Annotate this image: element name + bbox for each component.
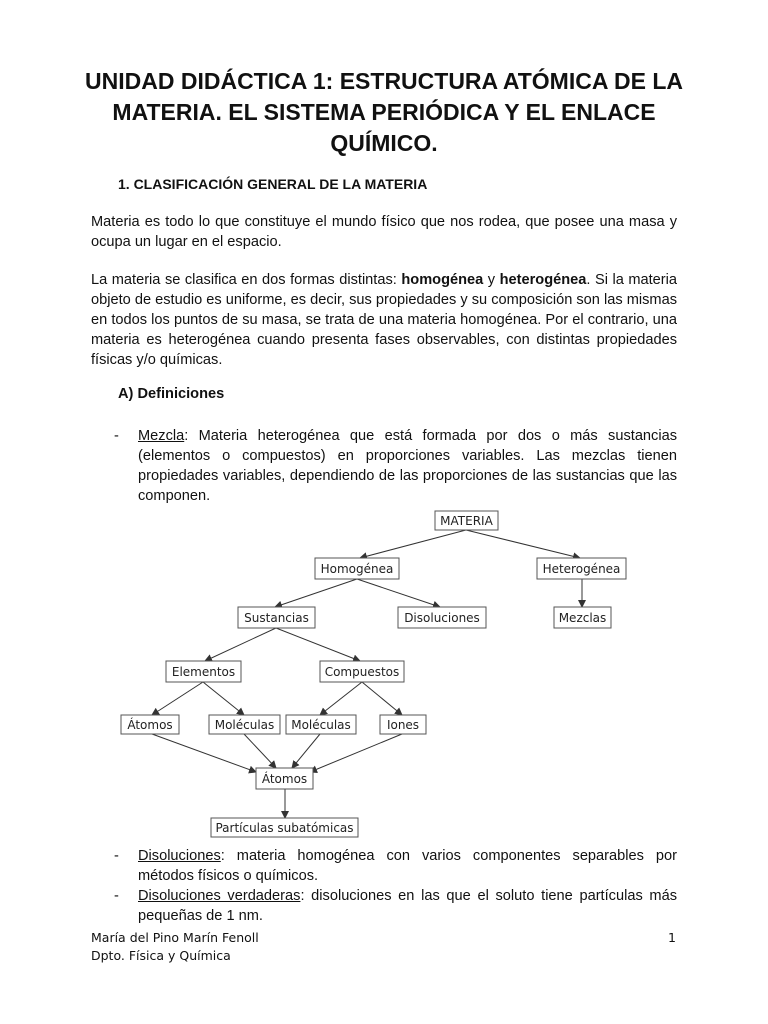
bullet-desc: : disoluciones en las que el soluto tiene partículas más pequeñas de 1 nm. xyxy=(138,888,677,924)
node-moleculas-2 xyxy=(286,715,356,734)
bullet-desc: : materia homogénea con varios componentes separables por métodos físicos o químicos. xyxy=(138,848,677,884)
bullet-dash: - xyxy=(114,848,119,864)
bullet-dash: - xyxy=(114,428,119,444)
classification-diagram xyxy=(0,500,768,840)
footer-department: Dpto. Física y Química xyxy=(91,948,231,963)
bullet-term: Disoluciones verdaderas xyxy=(138,888,301,904)
bullet-disoluciones xyxy=(114,846,677,886)
node-moleculas-1 xyxy=(209,715,280,734)
subsection-heading: A) Definiciones xyxy=(118,386,225,402)
node-elementos xyxy=(166,661,241,682)
node-atomos-2 xyxy=(256,768,313,789)
bullet-disoluciones-verdaderas xyxy=(114,886,677,926)
node-label: MATERIA xyxy=(440,514,493,528)
node-label: Homogénea xyxy=(320,562,394,576)
bullet-mezcla xyxy=(114,426,677,506)
bullet-desc: : Materia heterogénea que está formada por dos o más sustancias (elementos o compuestos) en proporciones variables. Las mezclas tienen propiedades variables, dependiendo de las proporciones de las sustancias que las componen. xyxy=(138,428,677,504)
section-heading: 1. CLASIFICACIÓN GENERAL DE LA MATERIA xyxy=(118,176,428,192)
node-label: Moléculas xyxy=(291,718,351,732)
node-label: Moléculas xyxy=(214,718,275,732)
paragraph-classification xyxy=(91,270,677,370)
term-heterogenea: heterogénea xyxy=(499,272,587,288)
node-label: Elementos xyxy=(171,665,236,679)
node-materia xyxy=(435,511,498,530)
node-label: Iones xyxy=(386,718,420,732)
bullet-dash: - xyxy=(114,888,119,904)
para2-part3: . Si la materia objeto de estudio es uniforme, es decir, sus propiedades y su composición son las mismas en todos los puntos de su masa, se trata de una materia homogénea. Por el contrario, una materia es heterogénea cuando presenta fases observables, con distintas propiedades físicas y/o químicas. xyxy=(91,272,678,368)
footer-author: María del Pino Marín Fenoll xyxy=(91,930,259,945)
node-label: Átomos xyxy=(127,718,173,732)
node-label: Partículas subatómicas xyxy=(215,821,354,835)
node-iones xyxy=(380,715,426,734)
node-homogenea xyxy=(315,558,399,579)
node-label: Sustancias xyxy=(244,611,309,625)
para2-part2: y xyxy=(483,272,500,288)
node-heterogenea xyxy=(537,558,626,579)
node-label: Heterogénea xyxy=(542,562,621,576)
node-label: Átomos xyxy=(261,772,308,786)
node-compuestos xyxy=(320,661,404,682)
node-label: Mezclas xyxy=(558,611,607,625)
node-sustancias xyxy=(238,607,315,628)
bullet-term: Mezcla xyxy=(138,428,185,444)
node-label: Compuestos xyxy=(324,665,400,679)
bullet-text xyxy=(138,426,677,506)
node-label: Disoluciones xyxy=(404,611,480,625)
paragraph-definition: Materia es todo lo que constituye el mundo físico que nos rodea, que posee una masa y ocupa un lugar en el espacio. xyxy=(91,214,677,250)
node-disoluciones xyxy=(398,607,486,628)
node-atomos-1 xyxy=(121,715,179,734)
page-number: 1 xyxy=(668,930,676,945)
node-mezclas xyxy=(554,607,611,628)
node-particulas xyxy=(211,818,358,837)
bullet-text xyxy=(138,886,677,926)
para2-part1: La materia se clasifica en dos formas distintas: xyxy=(91,272,402,288)
bullet-term: Disoluciones xyxy=(138,848,221,864)
term-homogenea: homogénea xyxy=(401,272,484,288)
bullet-text xyxy=(138,846,677,886)
page-title: UNIDAD DIDÁCTICA 1: ESTRUCTURA ATÓMICA DE LA MATERIA. EL SISTEMA PERIÓDICA Y EL ENLACE QUÍMICO. xyxy=(85,68,683,156)
